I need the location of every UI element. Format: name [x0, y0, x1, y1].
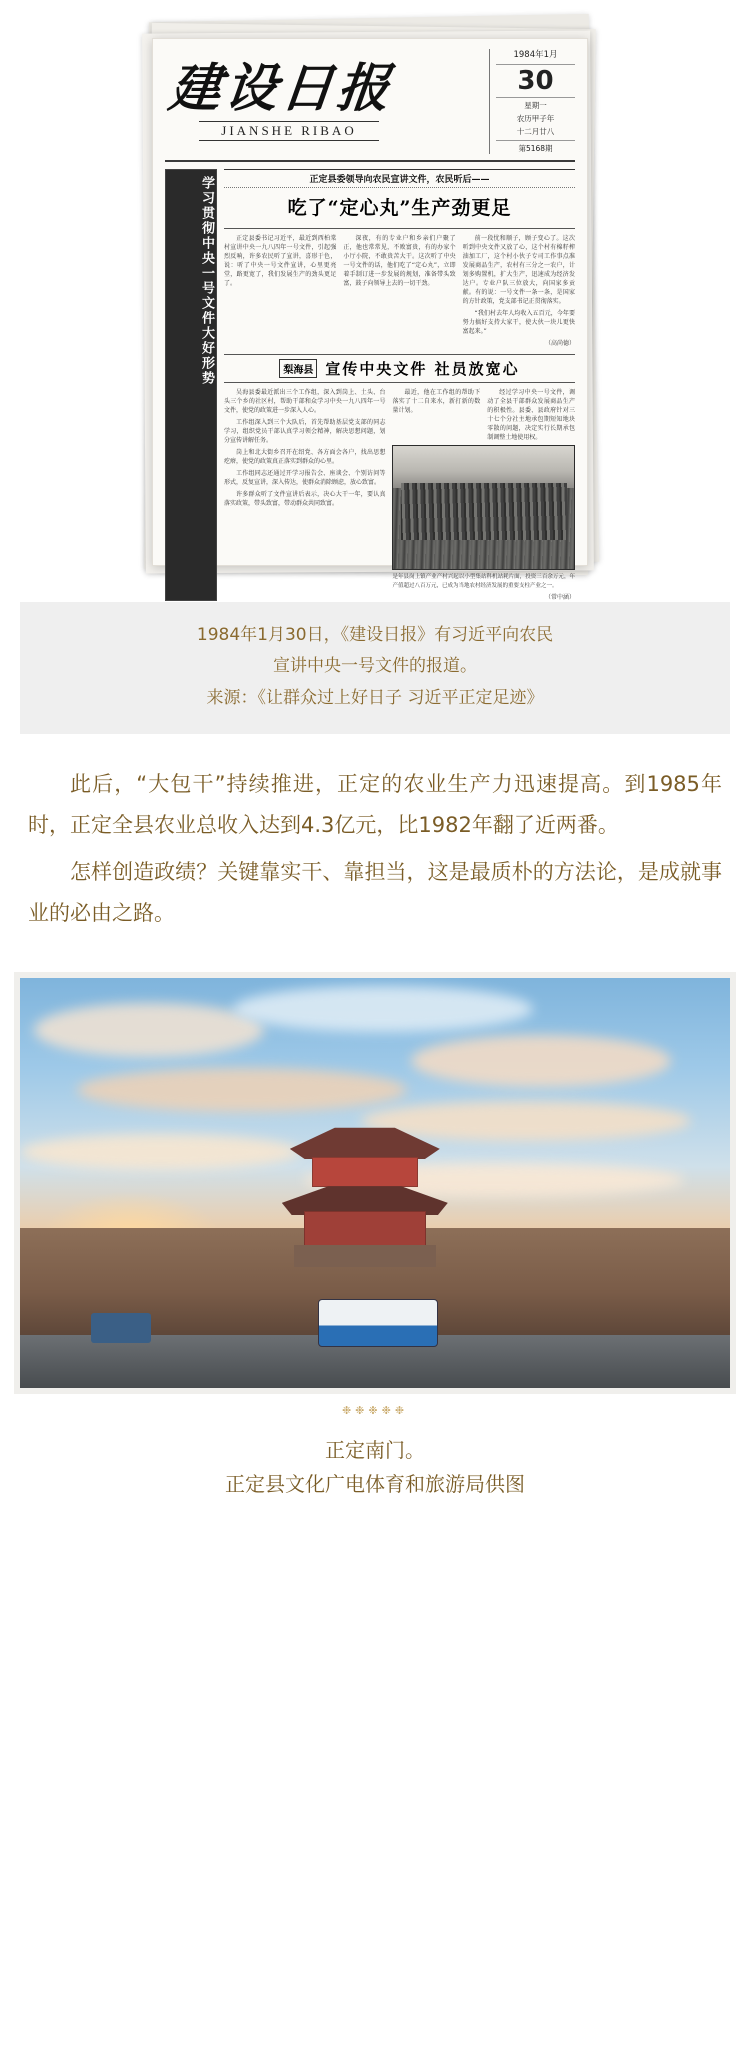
lead-paragraph: 深夜，有的专业户和乡亲们户聚了正，他也常常见，不败富贵，有的办家个小厅小院，不敢贵苦大干。这次听了中央一号文件的话，他们吃了“定心丸”，立即着手制订进一步发展的规划，准备带头致富，鼓子向领导上去的一切干劲。: [343, 234, 456, 287]
second-story-right-col-1: [392, 388, 480, 445]
second-story-headline: 宣传中央文件 社员放宽心: [325, 359, 520, 378]
second-story-right-text: [392, 388, 575, 445]
second-story-paragraph: 最近，他在工作组的帮助下落实了十二自来水，新打新的数量计划。: [392, 388, 481, 414]
newspaper-masthead: [165, 49, 575, 162]
masthead-title-cn: 建设日报: [165, 58, 397, 120]
gate-photo-figure: [14, 972, 736, 1394]
gate-photo: [20, 978, 730, 1388]
tower-upper-body: [312, 1157, 418, 1187]
second-story-paragraph: 许多群众听了文件宣讲后表示，决心大干一年，要认真落实政策，带头致富，带动群众共同致富。: [224, 490, 386, 507]
tower-base: [294, 1245, 436, 1267]
second-story-headline-row: [224, 354, 575, 383]
lead-paragraph: 正定县委书记习近平，最近到西柏棠村宣讲中央一九八四年一号文件，引起强烈反响，许多农民听了宣讲，喜形于色，说：听了中央一号文件宣讲，心里更亮堂，路更宽了，我们发展生产的劲头更足了。: [224, 234, 337, 287]
tower-upper-roof: [290, 1125, 440, 1159]
figure-caption: [0, 1417, 750, 1523]
gate-tower: [290, 1125, 440, 1265]
masthead-day: 30: [496, 65, 575, 98]
second-story-left-column: [224, 388, 385, 601]
newspaper-front-page: [152, 38, 588, 601]
second-story-body: [224, 388, 575, 601]
article-paragraph: 怎样创造政绩？关键靠实干、靠担当，这是最质朴的方法论，是成就事业的必由之路。: [28, 860, 722, 926]
masthead-title-block: [165, 49, 489, 154]
newspaper-body: [165, 169, 575, 601]
source-caption-line-3: 来源：《让群众过上好日子 习近平正定足迹》: [206, 687, 544, 708]
second-story-paragraph: 岗上和北大街乡召开在绍党、各方面会各户，找出思想疙瘩，使党的政策真正落实到群众的心里。: [224, 448, 386, 465]
cloud-shape: [411, 1035, 671, 1087]
cloud-shape: [77, 1068, 407, 1112]
lead-column-3: [463, 234, 575, 348]
second-story-right-col-2: [487, 388, 575, 445]
newspaper-stack: [140, 18, 610, 601]
truck: [91, 1313, 151, 1343]
masthead-lunar-date: 十二月廿八: [516, 127, 555, 137]
newspaper-photo: [392, 445, 575, 571]
vertical-banner: 学习贯彻中央一号文件大好形势: [165, 169, 217, 601]
second-story-paragraph: 工作组深入到三个大队后，首先帮助基层党支部的同志学习，组织党员干部认真学习领会精神，解决思想问题，划分宣传讲解任务。: [224, 418, 386, 444]
masthead-weekday: 星期一: [524, 100, 547, 110]
masthead-date: 1984年1月: [496, 49, 575, 65]
newspaper-main-column: [224, 169, 575, 601]
newspaper-photo-caption: 是年县岗上镇产业产村兴起以小型集站科机站耗片面，投资三百余万元，年产值超过八百万元，已成为当地农村经济发展的重要支柱产业之一。: [392, 574, 575, 589]
masthead-meta: [489, 49, 575, 154]
lead-headline: 吃了“定心丸”生产劲更足: [287, 196, 512, 219]
masthead-lunar-year: 农历甲子年: [516, 114, 555, 123]
second-story-right-column: [392, 388, 575, 601]
figure-caption-line-1: 正定南门。: [325, 1438, 425, 1463]
second-story-paragraph: 工作组同志还通过开学习报告会、座谈会、个别访问等形式，反复宣讲，深入传达，使群众消除顾虑，放心致富。: [224, 469, 386, 486]
cloud-shape: [233, 986, 533, 1032]
article-body: [0, 734, 750, 966]
article-paragraph: 此后，“大包干”持续推进，正定的农业生产力迅速提高。到1985年时，正定全县农业总收入达到4.3亿元，比1982年翻了近两番。: [28, 772, 722, 838]
newspaper-photo-byline: （常中涵）: [544, 594, 575, 601]
tower-lower-body: [304, 1211, 426, 1247]
source-caption-line-2: 宣讲中央一号文件的报道。: [273, 656, 477, 677]
lead-column-2: [343, 234, 455, 348]
lead-columns: [224, 234, 575, 348]
lead-kicker: 正定县委领导向农民宣讲文件，农民听后——: [224, 169, 575, 188]
lead-column-1: [224, 234, 336, 348]
cloud-shape: [34, 1003, 264, 1057]
lead-headline-block: [224, 169, 575, 229]
lead-byline: （高尚德）: [544, 339, 575, 347]
masthead-title-en: JIANSHE RIBAO: [199, 121, 379, 141]
second-story-county: 梨海县: [279, 359, 317, 378]
bus: [318, 1299, 438, 1347]
second-story-paragraph: 经过学习中央一号文件，调动了全县干部群众发展商品生产的积极性。县委、县政府针对三十七个分社主地承包期短知地块零散的问题，决定实行长期承包制调整土地使用权。: [487, 388, 576, 441]
source-caption-line-1: 1984年1月30日，《建设日报》有习近平向农民: [196, 625, 554, 645]
lead-quote: “我们村去年人均收入五百元，今年要努力搞好支持大家干，使大伙一块儿更快富起来。”: [462, 309, 575, 335]
decorative-divider: ❉❉❉❉❉: [341, 1405, 409, 1418]
source-caption-bar: [20, 602, 730, 734]
figure-caption-line-2: 正定县文化广电体育和旅游局供图: [225, 1472, 525, 1497]
newspaper-section: [0, 0, 750, 601]
second-story-paragraph: 吴海县委最近派出三个工作组，深入到岗上、土头、台头三个乡的社区村，帮助干部和众学习中央一九八四年一号文件，使党的政策进一步深入人心。: [224, 388, 386, 414]
masthead-issue: 第5168期: [496, 140, 575, 154]
cloud-shape: [20, 1134, 300, 1170]
lead-paragraph: 前一段忧和顺子，顾子变心了。这次听到中央文件又放了心，这个村有棉籽榨油加工厂，这个村小伙子专司工作事点准发展商品生产，农村有三分之一农户，计划多购置机，扩大生产，迅速成为经济发达户。专业户队三位放大，向国家多贡献。有的说：一号文件一条一条，是国家的方针政策，党支部书记正贯彻落实。: [462, 234, 575, 305]
